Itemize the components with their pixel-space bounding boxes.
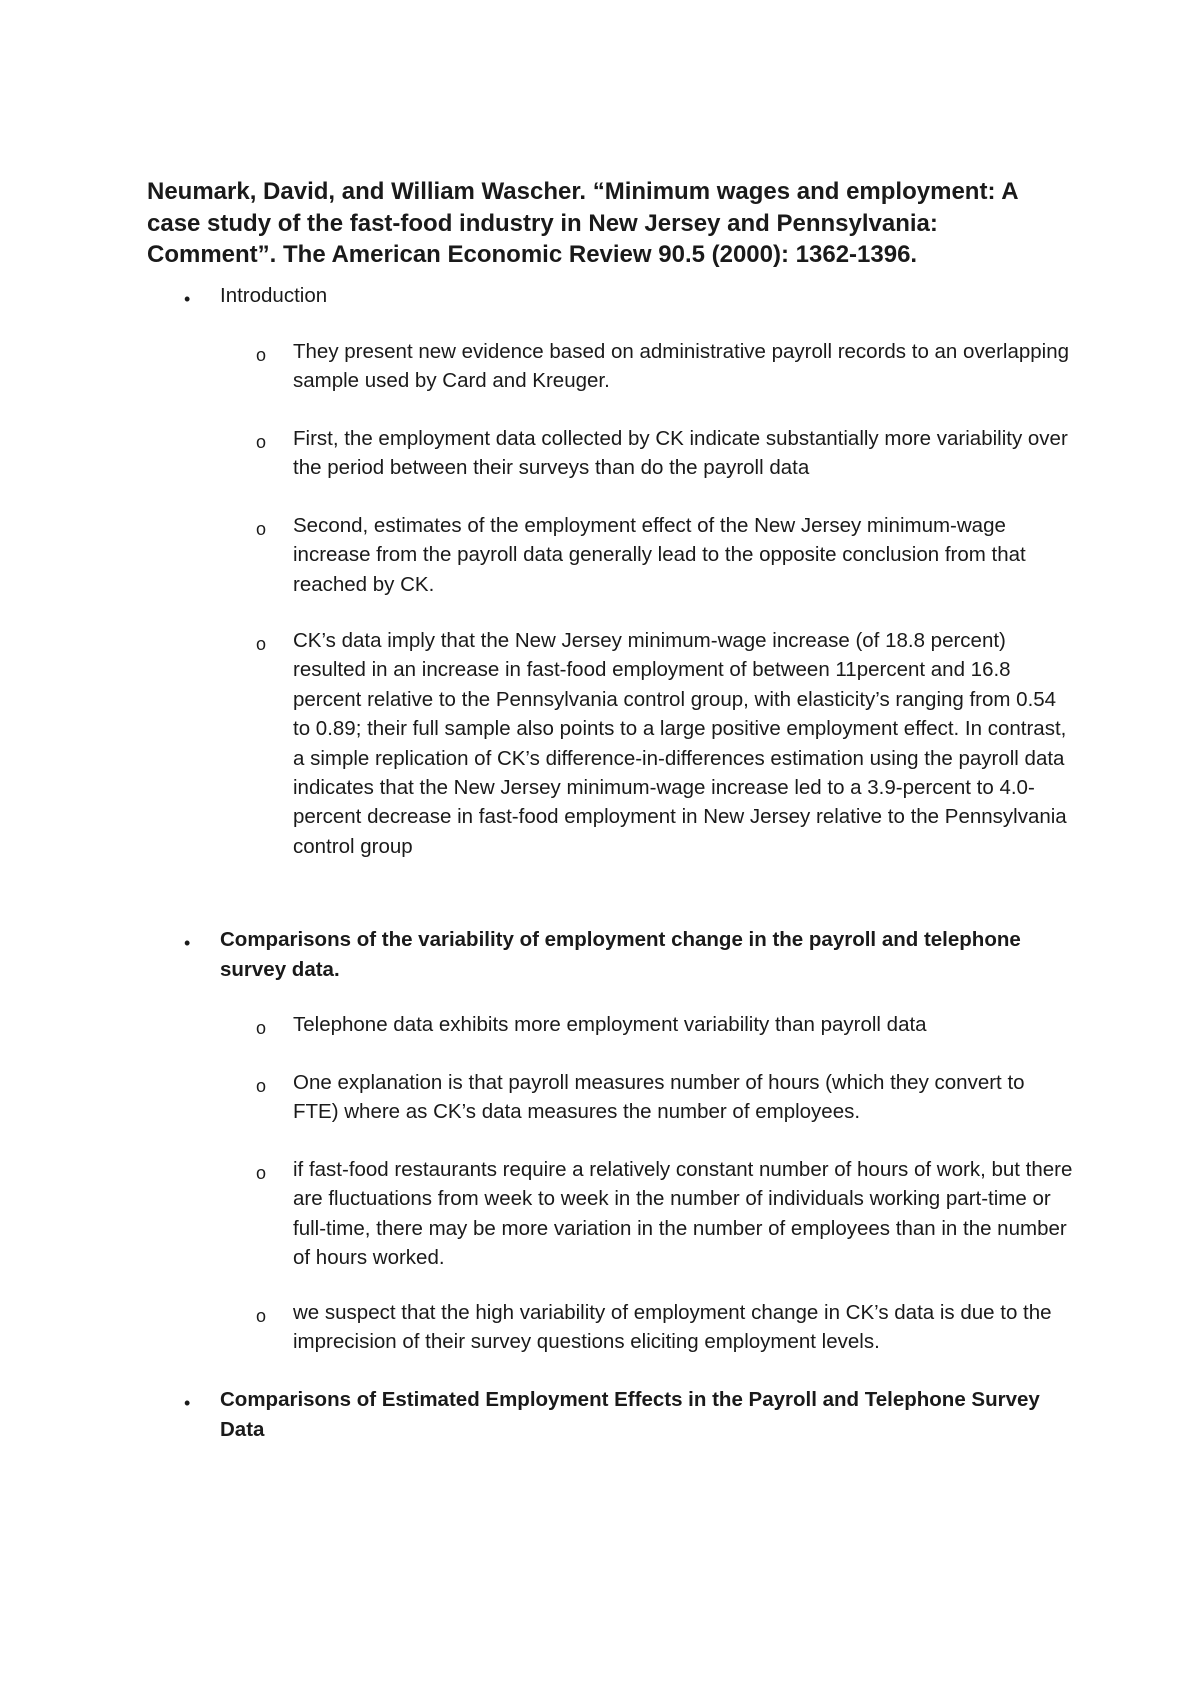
list-item: CK’s data imply that the New Jersey minimum-wage increase (of 18.8 percent) resulted in an increase in fast-food employment of between 11percent and 16.8 percent relative to the Pennsylvania control group, with elasticity’s ranging from 0.54 to 0.89; their full sample also points to a large positive employment effect. In contrast, a simple replication of CK’s difference-in-differences estimation using the payroll data indicates that the New Jersey minimum-wage increase led to a 3.9-percent to 4.0-percent decrease in fast-food employment in New Jersey relative to the Pennsylvania control group xyxy=(293,629,1067,858)
citation-title: Neumark, David, and William Wascher. “Minimum wages and employment: A case study of the fast-food industry in New Jersey and Pennsylvania: Comment”. The American Economic Review 90.5 (2000): 1362-1396. xyxy=(147,178,1018,268)
section-heading-estimated-effects: Comparisons of Estimated Employment Effects in the Payroll and Telephone Survey Data xyxy=(220,1388,1040,1441)
list-item: First, the employment data collected by CK indicate substantially more variability over the period between their surveys than do the payroll data xyxy=(293,427,1068,480)
list-item: Second, estimates of the employment effect of the New Jersey minimum-wage increase from the payroll data generally lead to the opposite conclusion from that reached by CK. xyxy=(293,514,1026,596)
sub-bullet-marker: o xyxy=(256,345,267,365)
list-item: if fast-food restaurants require a relatively constant number of hours of work, but there are fluctuations from week to week in the number of individuals working part-time or full-time, there may be more variation in the number of employees than in the number of hours worked. xyxy=(293,1158,1073,1270)
sub-bullet-marker: o xyxy=(256,432,267,452)
sub-bullet-marker: o xyxy=(256,1306,267,1326)
section-heading-introduction: Introduction xyxy=(220,284,328,307)
sub-bullet-marker: o xyxy=(256,519,267,539)
sub-bullet-marker: o xyxy=(256,1018,267,1038)
list-item: we suspect that the high variability of employment change in CK’s data is due to the imprecision of their survey questions eliciting employment levels. xyxy=(293,1301,1052,1354)
sub-bullet-marker: o xyxy=(256,634,267,654)
bullet-marker: • xyxy=(184,1393,191,1413)
list-item: They present new evidence based on administrative payroll records to an overlapping sample used by Card and Kreuger. xyxy=(293,340,1070,393)
bullet-marker: • xyxy=(184,289,191,309)
bullet-marker: • xyxy=(184,933,191,953)
list-item: Telephone data exhibits more employment variability than payroll data xyxy=(293,1013,927,1036)
section-heading-variability: Comparisons of the variability of employment change in the payroll and telephone survey data. xyxy=(220,928,1021,981)
list-item: One explanation is that payroll measures number of hours (which they convert to FTE) where as CK’s data measures the number of employees. xyxy=(293,1071,1025,1124)
sub-bullet-marker: o xyxy=(256,1076,267,1096)
sub-bullet-marker: o xyxy=(256,1163,267,1183)
